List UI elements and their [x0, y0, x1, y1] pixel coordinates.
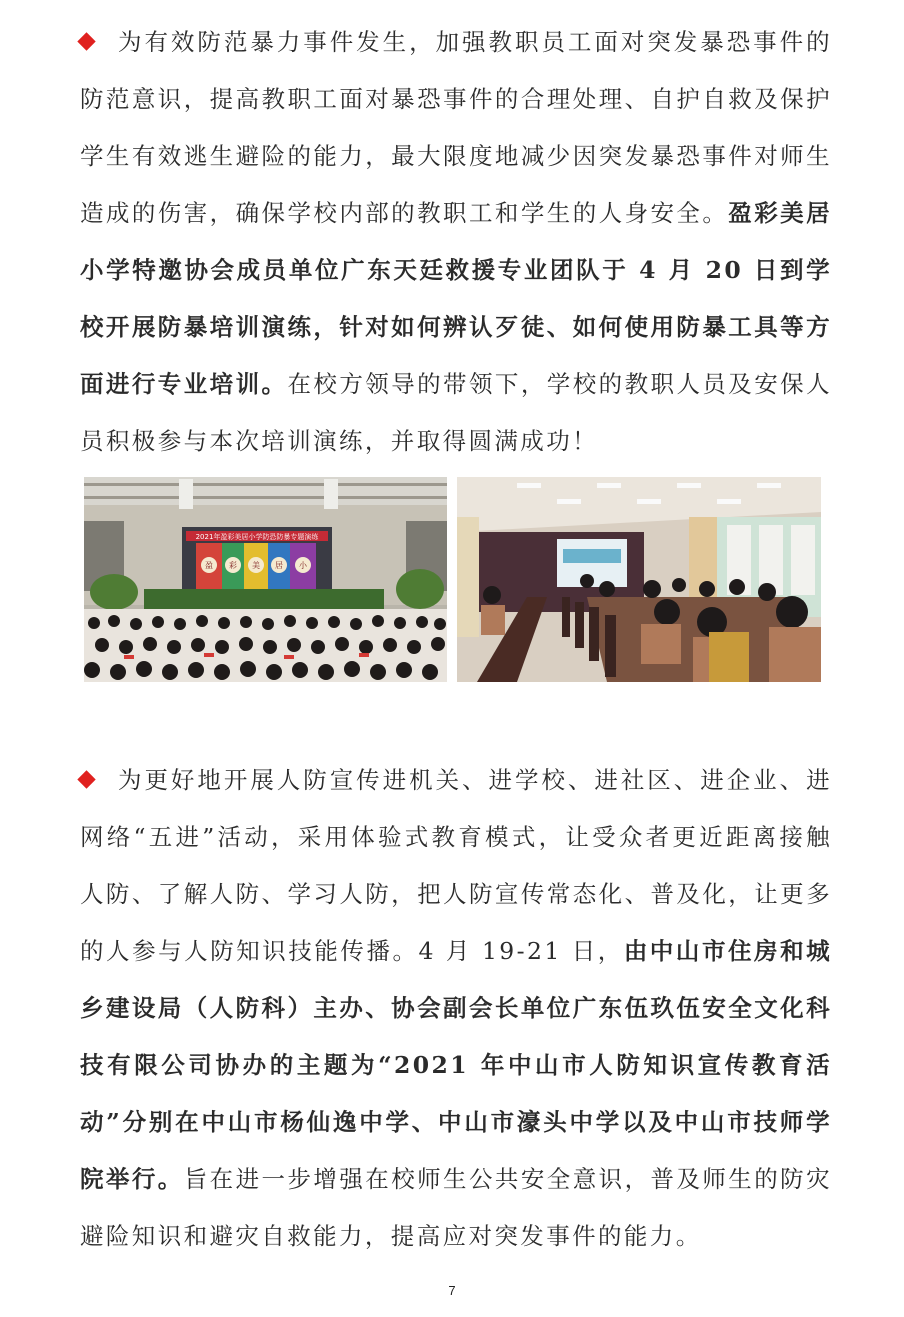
training-room-image	[457, 477, 821, 682]
school-assembly-image	[84, 477, 447, 682]
campaign-highlight-text: 由中山市住房和城乡建设局（人防科）主办、协会副会长单位广东伍玖伍安全文化科技有限公司协办的主题为“2021 年中山市人防知识宣传教育活动”分别在中山市杨仙逸中学、中山市濠头中学以及中山市技师学院举行。	[80, 937, 833, 1193]
section-civil-defense-campaign	[80, 752, 832, 1265]
drill-intro-text: 为有效防范暴力事件发生，加强教职员工面对突发暴恐事件的防范意识，提高教职工面对暴恐事件的合理处理、自护自救及保护学生有效逃生避险的能力，最大限度地减少因突发暴恐事件对师生造成的伤害，确保学校内部的教职工和学生的人身安全。	[80, 28, 832, 227]
campaign-goal-text: 旨在进一步增强在校师生公共安全意识，普及师生的防灾避险知识和避灾自救能力，提高应对突发事件的能力。	[80, 1165, 832, 1250]
page-number: 7	[448, 1283, 456, 1298]
paragraph-campaign	[80, 752, 832, 1265]
banner-char: 居	[275, 561, 283, 570]
paragraph-drill	[80, 14, 832, 470]
photo-training-room	[457, 477, 821, 682]
banner-char: 彩	[229, 561, 237, 570]
section-anti-violence-drill	[80, 14, 832, 470]
banner-char: 小	[299, 561, 307, 570]
photo-school-assembly	[84, 477, 447, 682]
red-diamond-bullet-icon	[77, 32, 95, 50]
campaign-intro-text: 为更好地开展人防宣传进机关、进学校、进社区、进企业、进网络“五进”活动，采用体验式教育模式，让受众者更近距离接触人防、了解人防、学习人防，把人防宣传常态化、普及化，让更多的人参与人防知识技能传播。4 月 19-21 日，	[80, 766, 832, 965]
drill-highlight-text: 盈彩美居小学特邀协会成员单位广东天廷救援专业团队于 4 月 20 日到学校开展防暴培训演练，针对如何辨认歹徒、如何使用防暴工具等方面进行专业培训。	[80, 199, 832, 398]
red-diamond-bullet-icon	[77, 770, 95, 788]
banner-char: 盈	[205, 561, 213, 570]
banner-text: 2021年盈彩美居小学防恐防暴专题演练	[195, 533, 319, 541]
drill-result-text: 在校方领导的带领下，学校的教职人员及安保人员积极参与本次培训演练，并取得圆满成功！	[80, 370, 833, 455]
banner-char: 美	[252, 561, 260, 570]
